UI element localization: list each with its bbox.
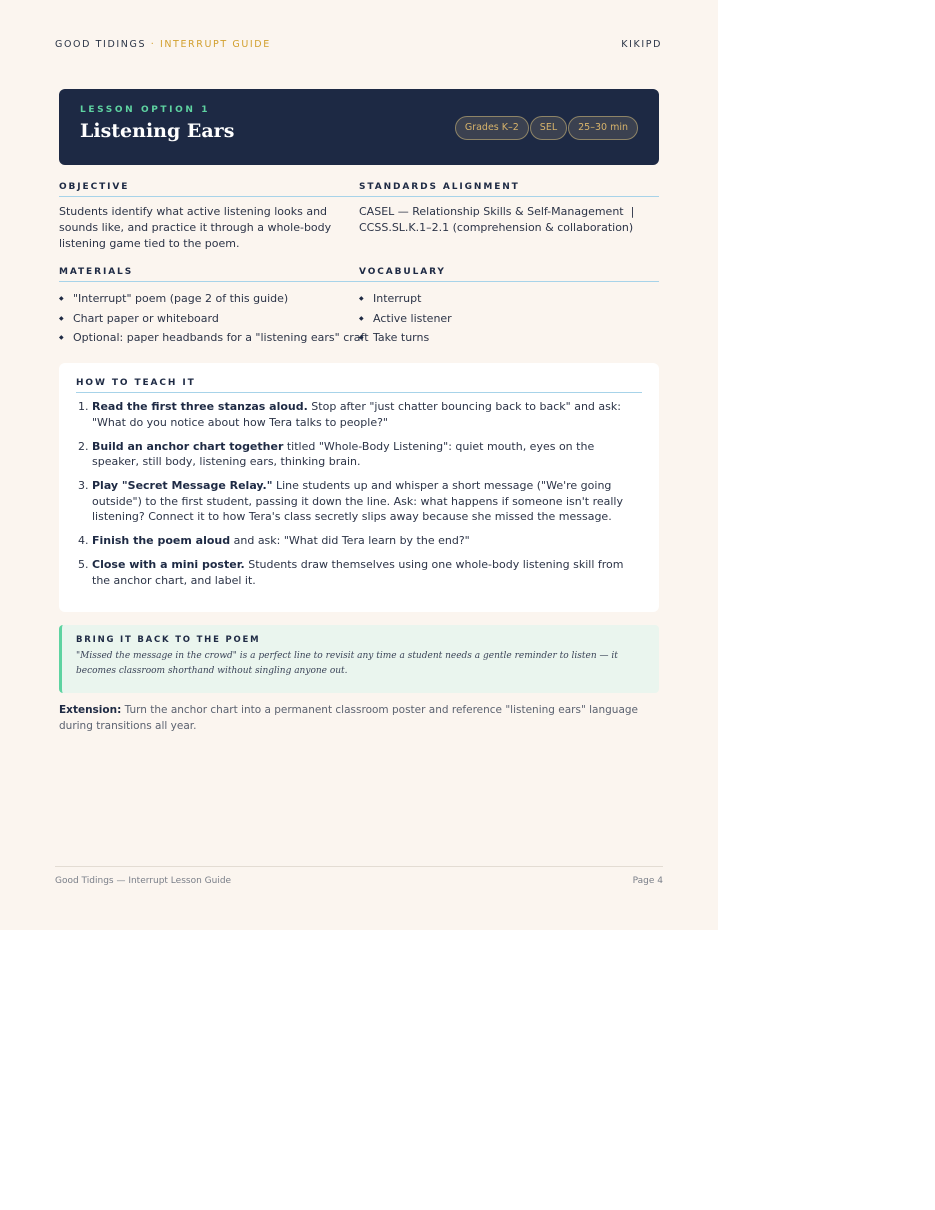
list-item: ◆ Active listener <box>359 309 659 329</box>
step-text: titled "Whole-Body Listening": quiet mouth, eyes on the speaker, still body, listening ears, thinking brain. <box>92 439 595 468</box>
how-to-teach-card <box>59 363 659 612</box>
lesson-banner <box>59 89 659 165</box>
step-text: Stop after "just chatter bouncing back to back" and ask: "What do you notice about how Tera talks to people?" <box>92 400 621 429</box>
objective-standards-row <box>59 182 659 252</box>
materials-section <box>59 267 369 348</box>
step-lead: Read the first three stanzas aloud. <box>92 400 308 413</box>
teach-steps <box>76 399 642 588</box>
step-lead: Play "Secret Message Relay." <box>92 479 273 492</box>
step-item <box>92 439 642 470</box>
extension-label: Extension: <box>59 704 122 716</box>
step-item <box>92 557 642 588</box>
list-item: ◆ Optional: paper headbands for a "listening ears" craft <box>59 328 359 348</box>
standards-title: STANDARDS ALIGNMENT <box>359 182 659 197</box>
list-item: ◆ Take turns <box>359 328 659 348</box>
page-number: Page 4 <box>632 876 663 886</box>
standards-text: CASEL — Relationship Skills & Self-Management | CCSS.SL.K.1–2.1 (comprehension & collaboration) <box>359 205 642 234</box>
lesson-eyebrow: LESSON OPTION 1 <box>80 105 211 115</box>
step-text: and ask: "What did Tera learn by the end?" <box>230 534 470 547</box>
lesson-title: Listening Ears <box>80 120 235 142</box>
guide-name: INTERRUPT GUIDE <box>159 39 271 50</box>
materials-title: MATERIALS <box>59 267 359 282</box>
header-right: KIKIPD <box>621 39 662 50</box>
objective-section <box>59 182 359 252</box>
step-item <box>92 399 642 430</box>
objective-text: Students identify what active listening looks and sounds like, and practice it through a whole-body listening game tied to the poem. <box>59 205 332 250</box>
header-separator: · <box>146 39 160 50</box>
materials-vocabulary-row <box>59 267 659 348</box>
objective-title: OBJECTIVE <box>59 182 359 197</box>
step-text: Students draw themselves using one whole-body listening skill from the anchor chart, and label it. <box>92 558 624 587</box>
list-item: ◆ "Interrupt" poem (page 2 of this guide) <box>59 289 359 309</box>
callout-title: BRING IT BACK TO THE POEM <box>76 635 261 645</box>
step-lead: Build an anchor chart together <box>92 439 284 453</box>
running-header <box>55 39 662 50</box>
step-item <box>92 478 642 525</box>
extension-text: Turn the anchor chart into a permanent classroom poster and reference "listening ears" language during transitions all year. <box>59 704 639 732</box>
poem-callout <box>59 625 659 693</box>
vocabulary-section <box>359 267 659 348</box>
vocabulary-list <box>359 289 659 348</box>
step-text: Line students up and whisper a short message ("We're going outside") to the first student, passing it down the line. Ask: what happens if someone isn't really listening? Connect it to how Tera's class secretly slips away because she missed the message. <box>92 479 623 523</box>
list-item: ◆ Interrupt <box>359 289 659 309</box>
brand-name: GOOD TIDINGS <box>55 39 147 50</box>
materials-list <box>59 289 369 348</box>
step-lead: Finish the poem aloud <box>92 534 231 547</box>
list-item: ◆ Chart paper or whiteboard <box>59 309 359 329</box>
subject-chip: SEL <box>530 116 567 140</box>
page-footer <box>55 866 663 886</box>
lesson-chips <box>455 116 638 140</box>
grade-chip: Grades K–2 <box>455 116 529 140</box>
step-item <box>92 533 642 549</box>
standards-section <box>359 182 659 252</box>
duration-chip: 25–30 min <box>568 116 638 140</box>
vocabulary-title: VOCABULARY <box>359 267 659 282</box>
header-left <box>55 39 271 50</box>
callout-quote: "Missed the message in the crowd" is a perfect line to revisit any time a student needs a gentle reminder to listen — it becomes classroom shorthand without singling anyone out. <box>76 651 618 676</box>
step-lead: Close with a mini poster. <box>92 558 245 571</box>
footer-title: Good Tidings — Interrupt Lesson Guide <box>55 876 232 886</box>
extension-note <box>59 703 659 734</box>
teach-title: HOW TO TEACH IT <box>76 378 642 393</box>
